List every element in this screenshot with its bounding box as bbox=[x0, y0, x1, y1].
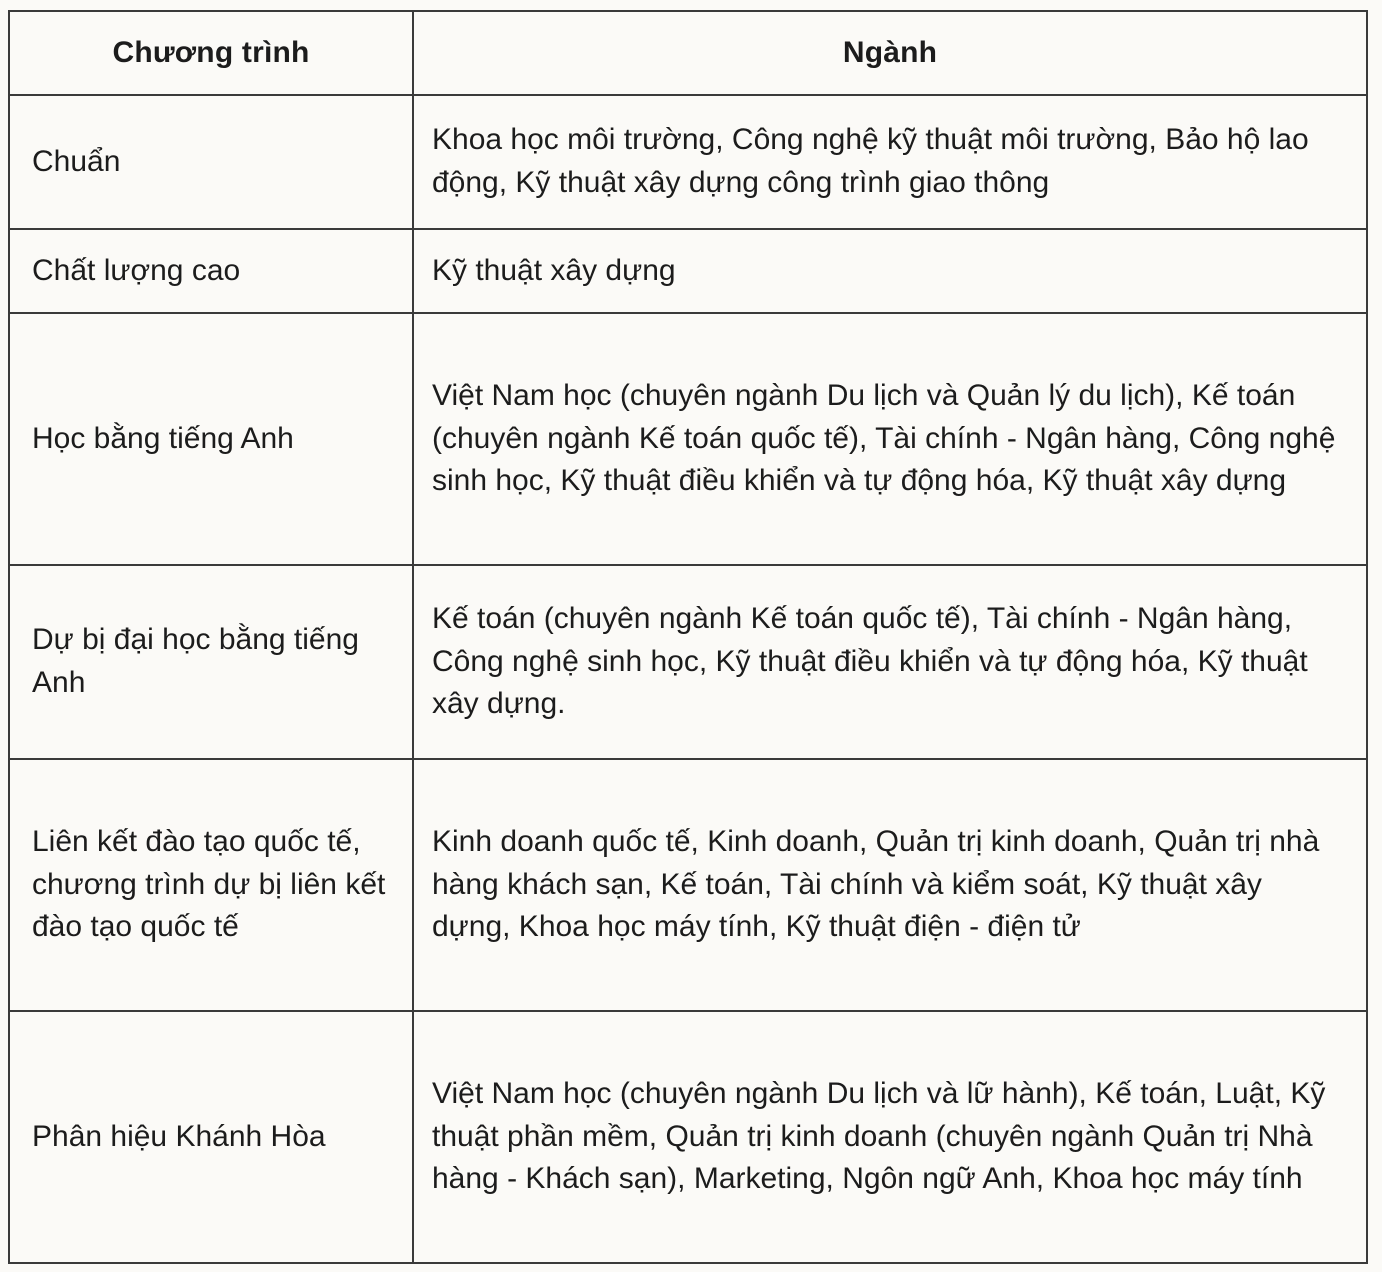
column-header-major-label: Ngành bbox=[842, 36, 938, 70]
cell-program-text: Dự bị đại học bằng tiếng Anh bbox=[32, 623, 359, 699]
cell-program bbox=[9, 95, 413, 229]
cell-major bbox=[413, 229, 1367, 313]
table-header-row bbox=[9, 11, 1367, 95]
cell-major bbox=[413, 759, 1367, 1011]
cell-major bbox=[413, 565, 1367, 759]
cell-program bbox=[9, 313, 413, 565]
table-body bbox=[9, 95, 1367, 1263]
table-row bbox=[9, 313, 1367, 565]
table-row bbox=[9, 95, 1367, 229]
cell-major-text: Khoa học môi trường, Công nghệ kỹ thuật môi trường, Bảo hộ lao động, Kỹ thuật xây dựng công trình giao thông bbox=[432, 123, 1309, 199]
table-row bbox=[9, 565, 1367, 759]
cell-program-text: Học bằng tiếng Anh bbox=[32, 421, 294, 455]
table-row bbox=[9, 759, 1367, 1011]
table-row bbox=[9, 229, 1367, 313]
cell-program bbox=[9, 1011, 413, 1263]
cell-major bbox=[413, 313, 1367, 565]
cell-program-text: Phân hiệu Khánh Hòa bbox=[32, 1119, 326, 1153]
column-header-program-label: Chương trình bbox=[112, 36, 310, 70]
column-header-major bbox=[413, 11, 1367, 95]
table-header bbox=[9, 11, 1367, 95]
column-header-program bbox=[9, 11, 413, 95]
cell-major bbox=[413, 95, 1367, 229]
cell-program bbox=[9, 565, 413, 759]
cell-major-text: Kỹ thuật xây dựng bbox=[432, 253, 676, 287]
cell-program bbox=[9, 229, 413, 313]
cell-major-text: Việt Nam học (chuyên ngành Du lịch và lữ hành), Kế toán, Luật, Kỹ thuật phần mềm, Quản trị kinh doanh (chuyên ngành Quản trị Nhà hàng - Khách sạn), Marketing, Ngôn ngữ Anh, Khoa học máy tính bbox=[432, 1077, 1326, 1196]
cell-major-text: Kinh doanh quốc tế, Kinh doanh, Quản trị kinh doanh, Quản trị nhà hàng khách sạn, Kế toán, Tài chính và kiểm soát, Kỹ thuật xây dựng, Khoa học máy tính, Kỹ thuật điện - điện tử bbox=[432, 825, 1320, 944]
cell-program-text: Chất lượng cao bbox=[32, 253, 241, 287]
cell-major-text: Kế toán (chuyên ngành Kế toán quốc tế), Tài chính - Ngân hàng, Công nghệ sinh học, Kỹ thuật điều khiển và tự động hóa, Kỹ thuật xây dựng. bbox=[432, 602, 1308, 721]
cell-major bbox=[413, 1011, 1367, 1263]
table-row bbox=[9, 1011, 1367, 1263]
cell-program-text: Chuẩn bbox=[32, 144, 121, 178]
cell-program bbox=[9, 759, 413, 1011]
cell-major-text: Việt Nam học (chuyên ngành Du lịch và Quản lý du lịch), Kế toán (chuyên ngành Kế toán quốc tế), Tài chính - Ngân hàng, Công nghệ sinh học, Kỹ thuật điều khiển và tự động hóa, Kỹ thuật xây dựng bbox=[432, 379, 1336, 498]
cell-program-text: Liên kết đào tạo quốc tế, chương trình dự bị liên kết đào tạo quốc tế bbox=[32, 825, 386, 944]
programs-majors-table bbox=[8, 10, 1368, 1264]
